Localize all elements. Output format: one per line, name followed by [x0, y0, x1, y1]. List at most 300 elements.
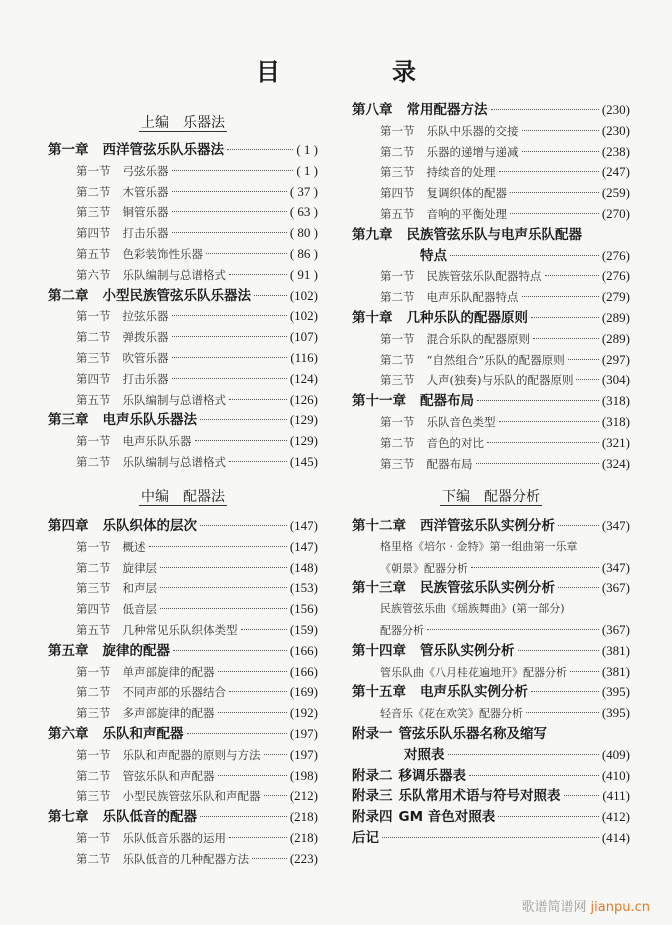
section-number: 第三节 [76, 789, 111, 804]
chapter-row[interactable] [48, 641, 318, 662]
page-number: (289) [601, 330, 630, 346]
section-title: 小型民族管弦乐队和声配器 [122, 789, 261, 804]
section-title: 多声部旋律的配器 [122, 706, 215, 721]
section-number: 第一节 [76, 664, 111, 679]
section-row[interactable] [352, 121, 630, 142]
chapter-row[interactable] [48, 140, 318, 161]
leader-dots [206, 253, 287, 254]
section-number: 第四节 [380, 186, 415, 201]
page-number: (270) [601, 205, 630, 221]
section-title: 音响的平衡处理 [426, 206, 507, 221]
page-number: (129) [289, 412, 318, 428]
leader-dots [160, 567, 287, 568]
chapter-title: 西洋管弦乐队实例分析 [420, 518, 555, 534]
analysis-row[interactable] [352, 558, 630, 579]
page-number: (107) [289, 329, 318, 345]
page-number: (147) [289, 518, 318, 533]
section-row[interactable] [48, 745, 318, 766]
page-number: (230) [601, 122, 630, 138]
section-title: 乐队编制与总谱格式 [122, 392, 226, 407]
section-row[interactable] [48, 599, 318, 620]
section-number: 第五节 [76, 622, 111, 637]
leader-dots [160, 587, 287, 588]
chapter-number: 第二章 [48, 287, 89, 304]
page-number: (304) [601, 372, 630, 388]
chapter-number: 第六章 [48, 725, 89, 742]
page-number: (166) [289, 642, 318, 658]
leader-dots [229, 399, 287, 400]
toc-left-column [48, 112, 318, 473]
appendix-number: 附录二 [352, 767, 393, 784]
section-title: 旋律层 [122, 560, 157, 575]
leader-dots [469, 775, 599, 776]
page-number: (153) [289, 580, 318, 596]
leader-dots [229, 274, 287, 275]
appendix-title: 移调乐器表 [398, 767, 466, 784]
leader-dots [187, 733, 287, 734]
appendix-row[interactable] [352, 786, 630, 807]
section-number: 第一节 [380, 269, 415, 284]
section-row[interactable] [48, 348, 318, 369]
page-number: (367) [601, 621, 630, 637]
section-title: 拉弦乐器 [122, 309, 169, 324]
page-number: (145) [289, 453, 318, 469]
leader-dots [172, 232, 287, 233]
leader-dots [522, 296, 599, 297]
section-title: 乐队编制与总谱格式 [122, 267, 226, 282]
chapter-number: 第七章 [48, 809, 89, 826]
section-number: 第三节 [380, 165, 415, 180]
leader-dots [564, 795, 600, 796]
chapter-row[interactable] [352, 578, 630, 599]
section-row[interactable] [48, 828, 318, 849]
leader-dots [471, 567, 599, 568]
section-row[interactable] [352, 183, 630, 204]
section-title: 吹管乐器 [122, 350, 169, 365]
chapter-row[interactable] [352, 225, 630, 246]
chapter-number: 第十五章 [352, 684, 406, 701]
analysis-row[interactable] [352, 537, 630, 558]
chapter-number: 第五章 [48, 642, 89, 659]
chapter-row[interactable] [48, 724, 318, 745]
section-title: 单声部旋律的配器 [122, 664, 215, 679]
page-number: (156) [289, 601, 318, 617]
section-row[interactable] [48, 244, 318, 265]
section-title: 乐队编制与总谱格式 [122, 454, 226, 469]
leader-dots [172, 191, 287, 192]
page-number: (192) [289, 705, 318, 721]
page-number: (318) [601, 413, 630, 429]
appendix-number: 附录三 [352, 788, 393, 805]
chapter-title: 乐队低音的配器 [102, 809, 197, 826]
section-title: 人声(独奏)与乐队的配器原则 [426, 373, 574, 388]
section-row[interactable] [48, 223, 318, 244]
appendix-row-cont[interactable] [352, 745, 630, 766]
section-title: 民族管弦乐队配器特点 [426, 269, 542, 284]
page-number: (212) [289, 788, 318, 804]
section-number: 第二节 [380, 290, 415, 305]
section-row[interactable] [352, 412, 630, 433]
leader-dots [252, 858, 287, 859]
section-title: 弹拨乐器 [122, 330, 169, 345]
section-number: 第一节 [380, 331, 415, 346]
section-row[interactable] [48, 202, 318, 223]
leader-dots [487, 442, 599, 443]
section-row[interactable] [48, 327, 318, 348]
section-number: 第一节 [76, 830, 111, 845]
section-number: 第一节 [380, 123, 415, 138]
leader-dots [531, 691, 599, 692]
section-row[interactable] [352, 370, 630, 391]
chapter-number: 第十一章 [352, 393, 406, 410]
page-number: (347) [601, 559, 630, 575]
page-number: (259) [601, 185, 630, 201]
analysis-row[interactable] [352, 662, 630, 683]
page-number: (347) [601, 518, 630, 533]
leader-dots [427, 629, 599, 630]
section-title: 乐器的递增与递减 [426, 144, 519, 159]
leader-dots [499, 171, 599, 172]
page-number: (276) [601, 247, 630, 263]
appendix-row[interactable] [352, 724, 630, 745]
section-title: 乐队音色类型 [426, 414, 496, 429]
section-row[interactable] [352, 162, 630, 183]
appendix-number: 附录四 [352, 809, 393, 826]
leader-dots [531, 317, 599, 318]
section-number: 第二节 [380, 144, 415, 159]
appendix-title: 乐队常用术语与符号对照表 [398, 788, 561, 805]
page-number: (148) [289, 559, 318, 575]
section-number: 第四节 [76, 371, 111, 386]
page-number: (411) [602, 788, 630, 804]
chapter-row[interactable] [48, 516, 318, 537]
page-number: (129) [289, 433, 318, 449]
leader-dots [229, 691, 287, 692]
section-number: 第二节 [76, 768, 111, 783]
analysis-title-cont: 配器分析 [380, 623, 424, 637]
chapter-number: 第十四章 [352, 642, 406, 659]
analysis-title: 轻音乐《花在欢笑》配器分析 [380, 707, 523, 721]
section-title: 低音层 [122, 602, 157, 617]
analysis-title-cont: 《朝景》配器分析 [380, 561, 468, 575]
section-number: 第三节 [76, 205, 111, 220]
appendix-title-cont: 对照表 [404, 746, 445, 763]
leader-dots [172, 315, 287, 316]
section-number: 第一节 [76, 434, 111, 449]
leader-dots [172, 336, 287, 337]
page-number: (381) [601, 642, 630, 658]
page-number: (230) [601, 102, 630, 117]
section-number: 第四节 [76, 226, 111, 241]
appendix-title: 管弦乐队乐器名称及缩写 [398, 725, 547, 742]
page-number: (247) [601, 164, 630, 180]
leader-dots [200, 525, 287, 526]
leader-dots [568, 359, 599, 360]
section-title: 几种常见乐队织体类型 [122, 622, 238, 637]
section-number: 第三节 [76, 350, 111, 365]
section-title: 复调织体的配器 [426, 186, 507, 201]
page-number: (276) [601, 268, 630, 284]
section-row[interactable] [48, 431, 318, 452]
leader-dots [491, 109, 599, 110]
section-number: 第二节 [76, 454, 111, 469]
chapter-title: 几种乐队的配器原则 [406, 309, 528, 326]
leader-dots [570, 671, 599, 672]
leader-dots [448, 754, 599, 755]
page-number: (223) [289, 850, 318, 866]
section-number: 第二节 [76, 851, 111, 866]
leader-dots [518, 650, 599, 651]
section-number: 第一节 [76, 539, 111, 554]
leader-dots [172, 211, 287, 212]
chapter-number: 第十二章 [352, 518, 406, 534]
section-row[interactable] [48, 682, 318, 703]
section-number: 第三节 [380, 373, 415, 388]
section-number: 第一节 [380, 414, 415, 429]
chapter-row-cont[interactable] [352, 246, 630, 267]
section-row[interactable] [352, 287, 630, 308]
page-number: ( 1 ) [296, 162, 318, 178]
page-number: (102) [289, 287, 318, 303]
page-number: ( 1 ) [296, 142, 318, 157]
section-row[interactable] [48, 306, 318, 327]
section-row[interactable] [352, 142, 630, 163]
analysis-row[interactable] [352, 620, 630, 641]
section-number: 第四节 [76, 602, 111, 617]
section-title: “自然组合”乐队的配器原则 [426, 352, 565, 367]
section-number: 第二节 [76, 330, 111, 345]
leader-dots [522, 130, 599, 131]
chapter-title: 小型民族管弦乐队乐器法 [102, 287, 251, 304]
chapter-number: 第十章 [352, 309, 393, 326]
section-title: 乐队和声配器的原则与方法 [122, 747, 261, 762]
section-number: 第一节 [76, 309, 111, 324]
section-row[interactable] [48, 537, 318, 558]
leader-dots [545, 275, 599, 276]
toc-left-column-2 [48, 486, 318, 870]
section-title: 音色的对比 [426, 435, 484, 450]
leader-dots [149, 546, 287, 547]
section-number: 第一节 [76, 747, 111, 762]
chapter-title: 民族管弦乐队实例分析 [420, 580, 555, 597]
page-number: (197) [289, 725, 318, 741]
chapter-title: 民族管弦乐队与电声乐队配器 [406, 226, 582, 243]
section-row[interactable] [352, 433, 630, 454]
leader-dots [173, 650, 287, 651]
afterword-row[interactable] [352, 828, 630, 849]
section-row[interactable] [352, 454, 630, 475]
chapter-title: 配器布局 [420, 393, 474, 410]
page-number: (318) [601, 393, 630, 409]
section-title: 乐队中乐器的交接 [426, 123, 519, 138]
page-title: 目 录 [256, 58, 460, 86]
section-row[interactable] [48, 390, 318, 411]
leader-dots [218, 712, 287, 713]
leader-dots [218, 775, 287, 776]
leader-dots [558, 525, 599, 526]
chapter-number: 第四章 [48, 518, 89, 534]
leader-dots [576, 379, 598, 380]
section-number: 第二节 [76, 685, 111, 700]
part-heading: 中编 配器法 [141, 489, 225, 505]
page-number: (169) [289, 684, 318, 700]
afterword-title: 后记 [352, 829, 379, 846]
section-row[interactable] [48, 182, 318, 203]
section-number: 第三节 [380, 456, 415, 471]
chapter-row[interactable] [48, 410, 318, 431]
leader-dots [498, 816, 599, 817]
section-title: 不同声部的乐器结合 [122, 685, 226, 700]
section-number: 第二节 [76, 560, 111, 575]
leader-dots [510, 192, 599, 193]
section-row[interactable] [48, 265, 318, 286]
leader-dots [200, 419, 287, 420]
analysis-title: 管乐队曲《八月桂花遍地开》配器分析 [380, 665, 567, 679]
chapter-number: 第一章 [48, 142, 89, 158]
page-number: (321) [601, 434, 630, 450]
section-row[interactable] [352, 350, 630, 371]
page-number: (126) [289, 391, 318, 407]
section-number: 第一节 [76, 163, 111, 178]
page-number: (218) [289, 809, 318, 825]
chapter-row[interactable] [352, 641, 630, 662]
leader-dots [382, 837, 599, 838]
chapter-title: 常用配器方法 [406, 102, 488, 118]
part-heading: 下编 配器分析 [442, 489, 540, 505]
leader-dots [218, 671, 287, 672]
leader-dots [160, 608, 287, 609]
page-number: (166) [289, 663, 318, 679]
page-number: (159) [289, 621, 318, 637]
page-number: (410) [601, 767, 630, 783]
page-number: (116) [290, 349, 318, 365]
section-row[interactable] [48, 662, 318, 683]
section-row[interactable] [48, 703, 318, 724]
page-number: (297) [601, 351, 630, 367]
leader-dots [533, 338, 599, 339]
page-number: (218) [289, 829, 318, 845]
appendix-row[interactable] [352, 807, 630, 828]
leader-dots [558, 587, 599, 588]
appendix-number: 附录一 [352, 725, 393, 742]
analysis-row[interactable] [352, 703, 630, 724]
section-row[interactable] [48, 849, 318, 870]
chapter-row[interactable] [48, 286, 318, 307]
section-number: 第五节 [76, 246, 111, 261]
section-number: 第二节 [76, 184, 111, 199]
section-number: 第三节 [76, 706, 111, 721]
section-title: 弓弦乐器 [122, 163, 169, 178]
section-row[interactable] [352, 266, 630, 287]
section-title: 打击乐器 [122, 226, 169, 241]
watermark: 歌谱简谱网 jianpu.cn [521, 900, 650, 915]
page-number: (279) [601, 289, 630, 305]
page-number: (381) [601, 663, 630, 679]
chapter-row[interactable] [352, 391, 630, 412]
section-number: 第五节 [380, 206, 415, 221]
section-row[interactable] [48, 161, 318, 182]
chapter-row[interactable] [352, 682, 630, 703]
part-heading: 上编 乐器法 [141, 115, 225, 131]
section-row[interactable] [48, 620, 318, 641]
chapter-row[interactable] [48, 807, 318, 828]
section-title: 铜管乐器 [122, 205, 169, 220]
section-row[interactable] [48, 766, 318, 787]
toc-right-column-2 [352, 486, 630, 849]
chapter-row[interactable] [352, 308, 630, 329]
page-number: (197) [289, 746, 318, 762]
section-number: 第二节 [380, 435, 415, 450]
analysis-title: 民族管弦乐曲《瑶族舞曲》(第一部分) [380, 602, 565, 616]
page-number: (395) [601, 684, 630, 700]
page-number: ( 63 ) [289, 204, 318, 220]
page-number: (412) [601, 809, 630, 825]
chapter-title: 乐队织体的层次 [102, 518, 197, 534]
leader-dots [200, 816, 287, 817]
section-row[interactable] [48, 452, 318, 473]
section-title: 电声乐队配器特点 [426, 290, 519, 305]
chapter-title: 电声乐队实例分析 [420, 684, 528, 701]
leader-dots [254, 295, 287, 296]
page-number: (238) [601, 143, 630, 159]
leader-dots [229, 837, 287, 838]
section-number: 第六节 [76, 267, 111, 282]
leader-dots [522, 151, 599, 152]
chapter-title: 旋律的配器 [102, 642, 170, 659]
leader-dots [172, 170, 294, 171]
section-title: 乐队低音的几种配器方法 [122, 851, 249, 866]
page-number: ( 91 ) [289, 266, 318, 282]
leader-dots [510, 213, 599, 214]
leader-dots [172, 378, 287, 379]
leader-dots [526, 712, 599, 713]
page-number: ( 86 ) [289, 245, 318, 261]
analysis-row[interactable] [352, 599, 630, 620]
chapter-number: 第九章 [352, 226, 393, 243]
section-title: 混合乐队的配器原则 [426, 331, 530, 346]
appendix-row[interactable] [352, 766, 630, 787]
chapter-number: 第三章 [48, 412, 89, 429]
leader-dots [241, 629, 287, 630]
section-number: 第三节 [76, 581, 111, 596]
leader-dots [477, 400, 599, 401]
page-number: (395) [601, 705, 630, 721]
section-row[interactable] [48, 786, 318, 807]
section-row[interactable] [352, 329, 630, 350]
page-number: (102) [289, 308, 318, 324]
section-row[interactable] [48, 369, 318, 390]
leader-dots [229, 461, 287, 462]
page-number: (324) [601, 455, 630, 471]
page-number: ( 80 ) [289, 225, 318, 241]
page-number: (367) [601, 580, 630, 596]
section-row[interactable] [352, 204, 630, 225]
page-number: (124) [289, 370, 318, 386]
section-row[interactable] [48, 558, 318, 579]
section-row[interactable] [48, 578, 318, 599]
section-title: 持续音的处理 [426, 165, 496, 180]
chapter-row[interactable] [352, 100, 630, 121]
leader-dots [476, 463, 599, 464]
analysis-title: 格里格《培尔 · 金特》第一组曲第一乐章 [380, 539, 578, 553]
chapter-row[interactable] [352, 516, 630, 537]
chapter-title: 管乐队实例分析 [420, 642, 515, 659]
page-number: (409) [601, 746, 630, 762]
section-title: 打击乐器 [122, 371, 169, 386]
page-number: ( 37 ) [289, 183, 318, 199]
chapter-title: 西洋管弦乐队乐器法 [102, 142, 224, 158]
section-title: 乐队低音乐器的运用 [122, 830, 226, 845]
